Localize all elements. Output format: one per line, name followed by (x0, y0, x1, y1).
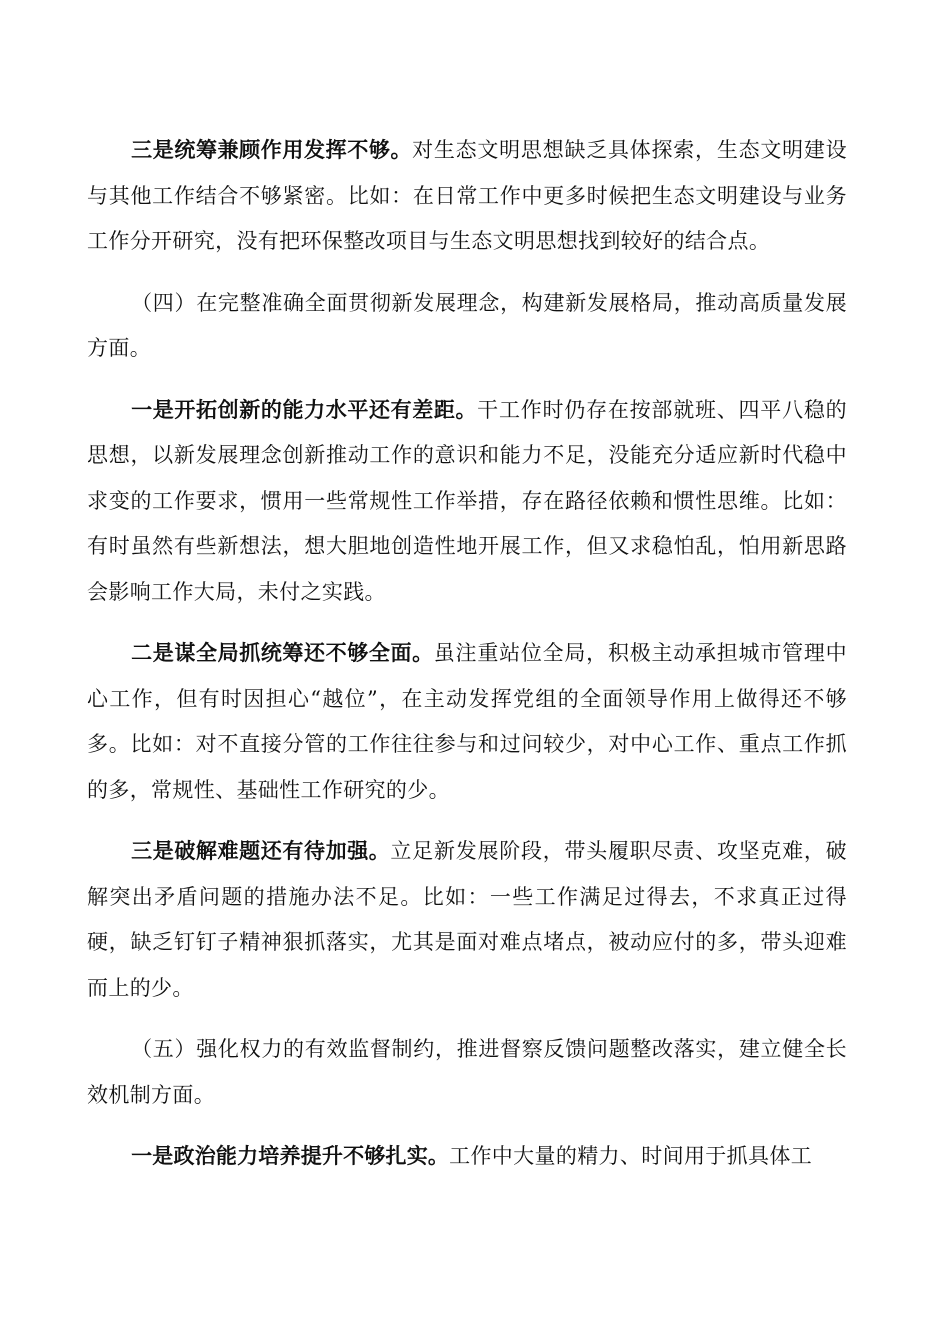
paragraph-body-text: 虽注重站位全局，积极主动承担城市管理中心工作，但有时因担心“越位”，在主动发挥党组的全面领导作用上做得还不够多。比如：对不直接分管的工作往往参与和过问较少，对中心工作、重点工作抓的多，常规性、基础性工作研究的少。 (87, 641, 847, 802)
section-heading-text: （五）强化权力的有效监督制约，推进督察反馈问题整改落实，建立健全长效机制方面。 (87, 1037, 847, 1107)
section-heading-four (87, 281, 847, 372)
paragraph-innovation-ability (87, 388, 847, 616)
paragraph-body-text: 干工作时仍存在按部就班、四平八稳的思想，以新发展理念创新推动工作的意识和能力不足，没能充分适应新时代稳中求变的工作要求，惯用一些常规性工作举措，存在路径依赖和惯性思维。比如：有时虽然有些新想法，想大胆地创造性地开展工作，但又求稳怕乱，怕用新思路会影响工作大局，未付之实践。 (87, 397, 847, 604)
paragraph-body-text: 工作中大量的精力、时间用于抓具体工 (449, 1144, 813, 1168)
paragraph-lead-text: 一是开拓创新的能力水平还有差距。 (131, 397, 478, 422)
paragraph-body-text: 对生态文明思想缺乏具体探索，生态文明建设与其他工作结合不够紧密。比如：在日常工作中更多时候把生态文明建设与业务工作分开研究，没有把环保整改项目与生态文明思想找到较好的结合点。 (87, 138, 848, 253)
paragraph-body-text: 立足新发展阶段，带头履职尽责、攻坚克难，破解突出矛盾问题的措施办法不足。比如：一些工作满足过得去，不求真正过得硬，缺乏钉钉子精神狠抓落实，尤其是面对难点堵点，被动应付的多，带头迎难而上的少。 (87, 839, 847, 1000)
document-body (87, 128, 847, 1196)
paragraph-political-ability (87, 1134, 847, 1180)
paragraph-lead-text: 三是统筹兼顾作用发挥不够。 (131, 138, 413, 162)
paragraph-overall-coordination (87, 128, 847, 265)
paragraph-lead-text: 一是政治能力培养提升不够扎实。 (131, 1144, 450, 1168)
paragraph-solving-problems (87, 829, 847, 1011)
paragraph-lead-text: 二是谋全局抓统筹还不够全面。 (131, 641, 434, 665)
paragraph-overall-planning (87, 631, 847, 813)
section-heading-five (87, 1027, 847, 1118)
section-heading-text: （四）在完整准确全面贯彻新发展理念，构建新发展格局，推动高质量发展方面。 (87, 290, 847, 360)
paragraph-lead-text: 三是破解难题还有待加强。 (131, 839, 391, 863)
